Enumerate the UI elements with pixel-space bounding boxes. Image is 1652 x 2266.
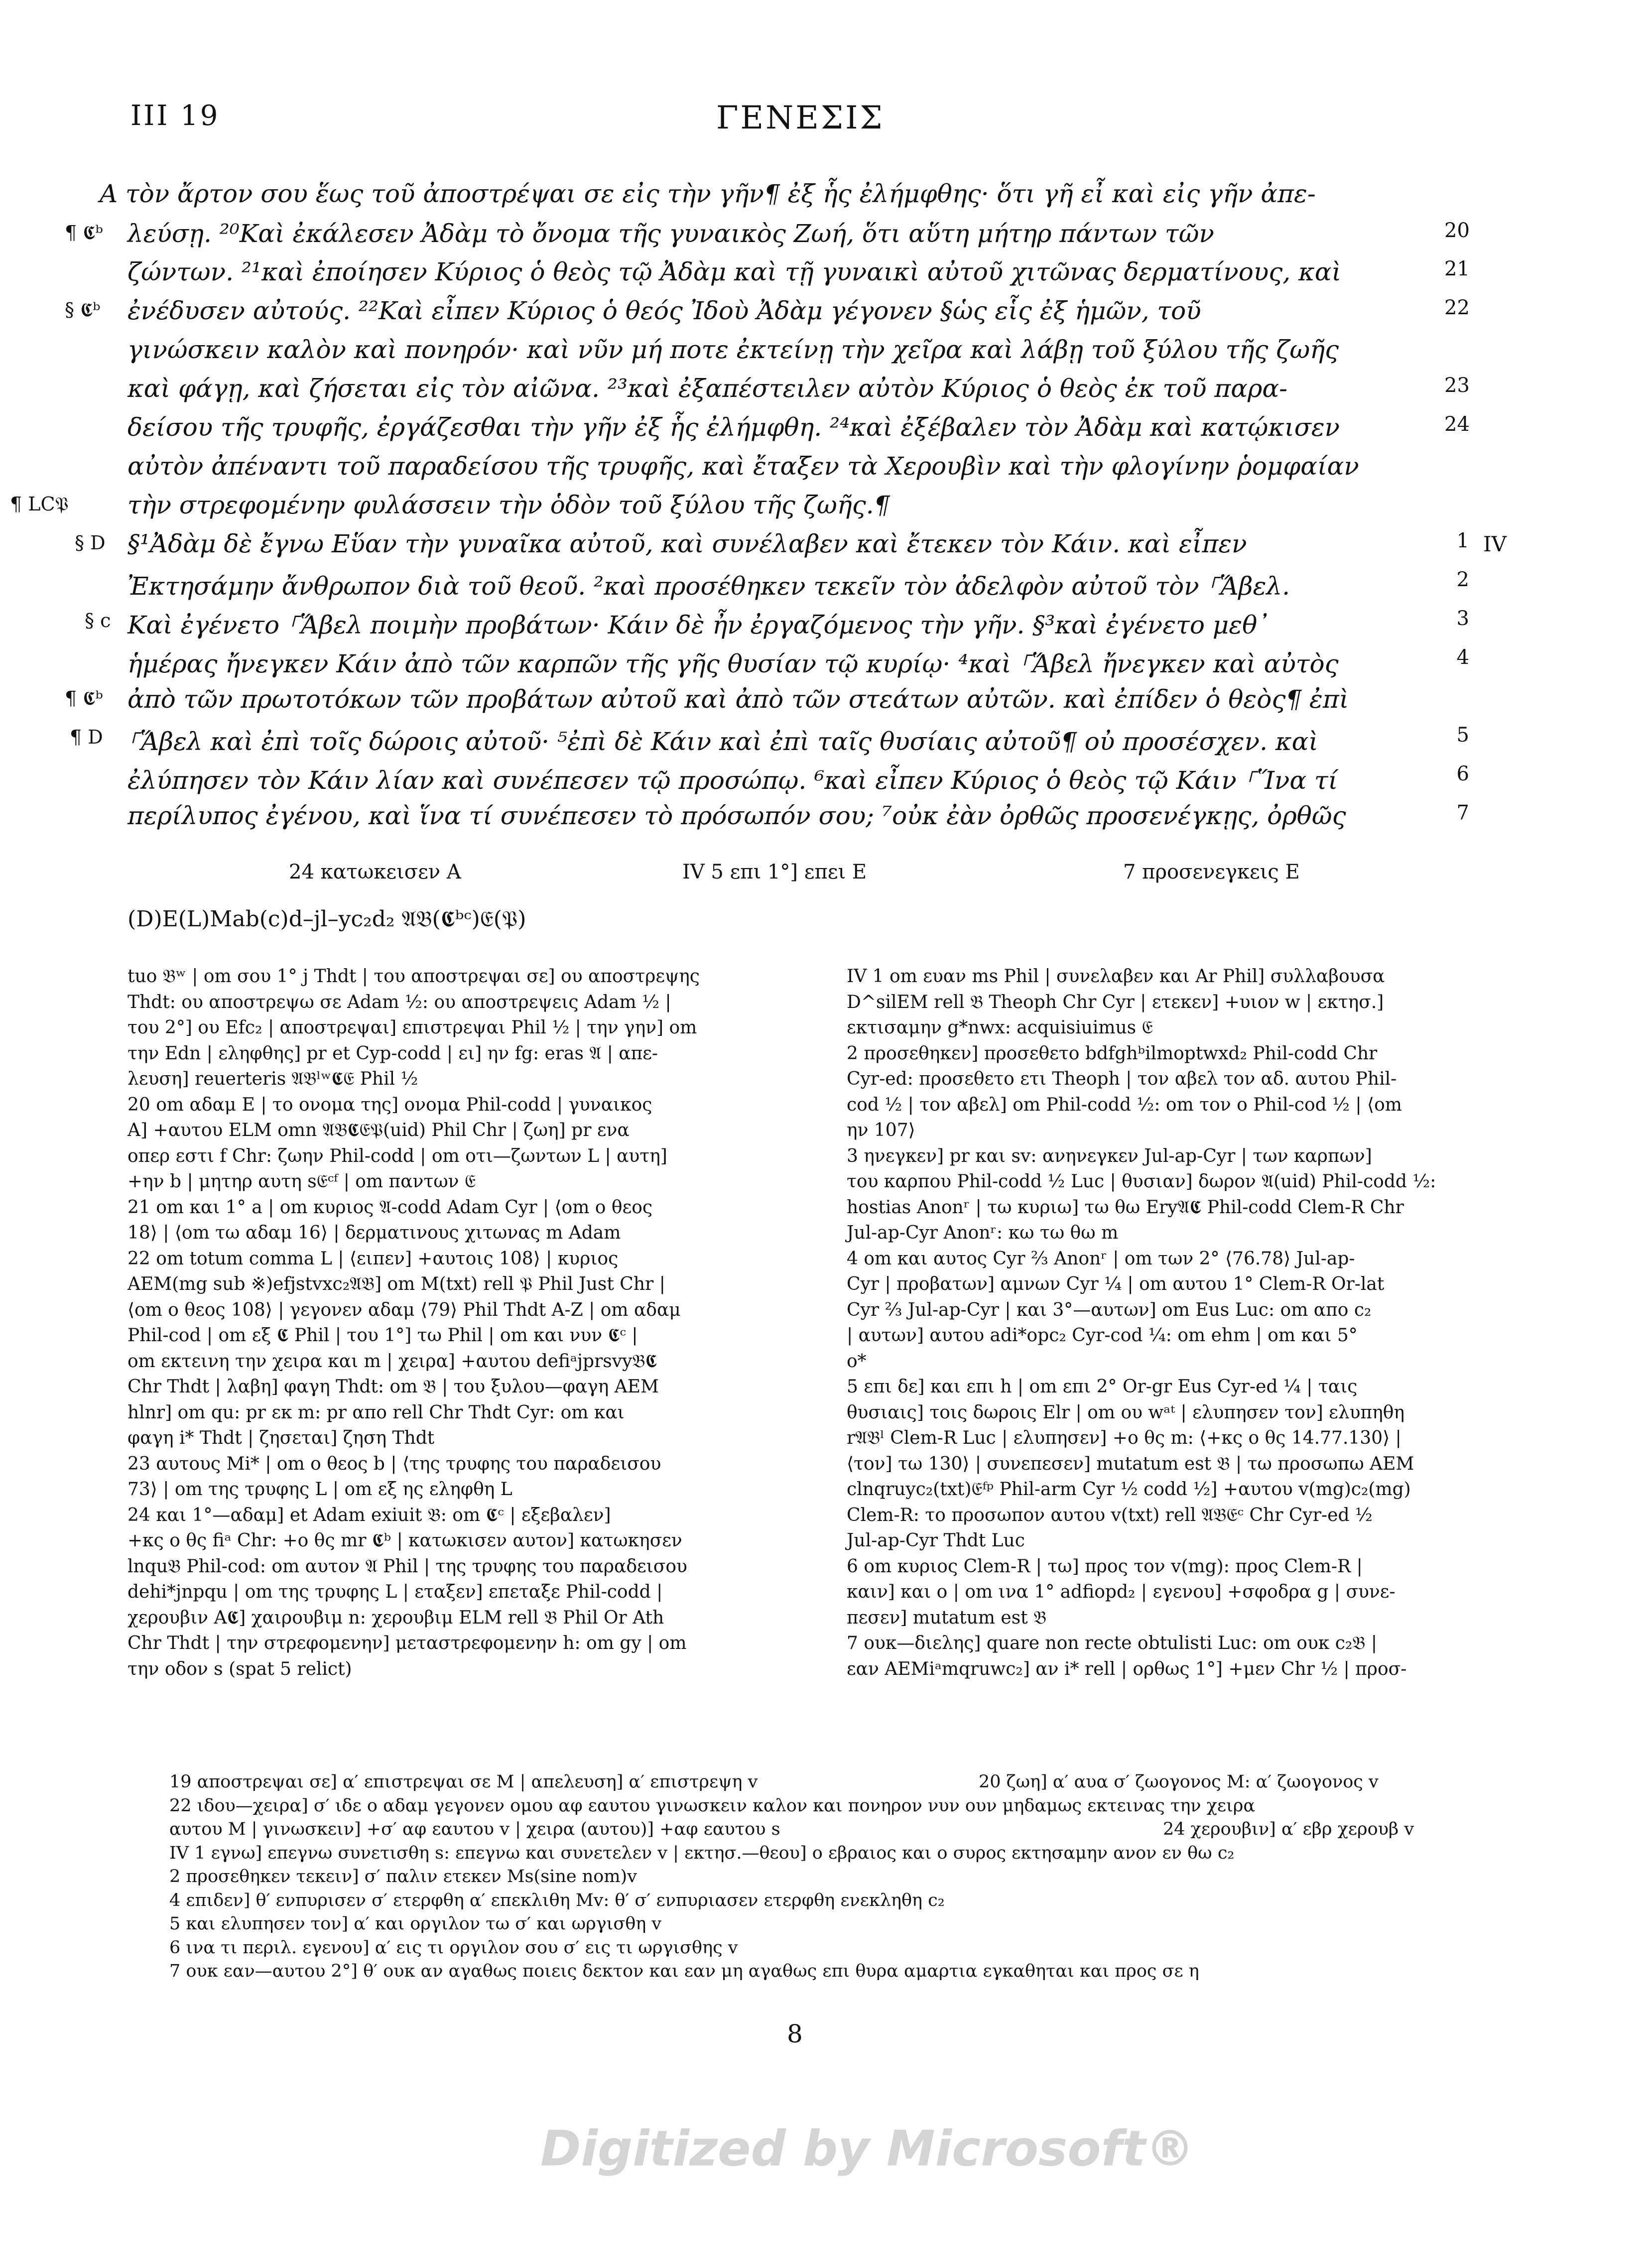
line-text: αὐτὸν ἀπέναντι τοῦ παραδείσου τῆς τρυφῆς, καὶ ἔταξεν τὰ Χερουβὶν καὶ τὴν φλογίνην ῥομφαίαν bbox=[127, 452, 1359, 481]
apparatus-line: πεσεν] mutatum est 𝔅 bbox=[847, 1607, 1047, 1628]
line-text: Ἐκτησάμην ἄνθρωπον διὰ τοῦ θεοῦ. ²καὶ προσέθηκεν τεκεῖν τὸν ἀδελφὸν αὐτοῦ τὸν ⸀Ἅβελ. bbox=[127, 572, 1290, 601]
hexapla-line bbox=[169, 1794, 1484, 1818]
apparatus-line: 4 om και αυτος Cyr ⅔ Anonʳ | om των 2° ⟨76.78⟩ Jul-ap- bbox=[847, 1248, 1355, 1269]
verse-number: 2 bbox=[1456, 568, 1469, 591]
apparatus-line: lnqu𝔅 Phil-cod: om αυτον 𝔄 Phil | της τρυφης του παραδεισου bbox=[127, 1556, 687, 1577]
margin-note: § 𝕮ᵇ bbox=[65, 299, 101, 321]
text-line bbox=[0, 179, 1652, 208]
apparatus-line: Jul-ap-Cyr Thdt Luc bbox=[847, 1530, 1025, 1551]
margin-note: § c bbox=[85, 610, 111, 631]
apparatus-line: Phil-cod | om εξ 𝕮 Phil | του 1°] τω Phil | om και νυν 𝕮ᶜ | bbox=[127, 1325, 638, 1346]
apparatus-line: Chr Thdt | την στρεφομενην] μεταστρεφομενην h: om gy | om bbox=[127, 1633, 687, 1653]
apparatus-line: cod ½ | τον αβελ] om Phil-codd ½: om τον o Phil-cod ½ | ⟨om bbox=[847, 1094, 1402, 1115]
text-line bbox=[0, 219, 1652, 248]
apparatus-line: dehi*jnpqu | om της τρυφης L | εταξεν] επεταξε Phil-codd | bbox=[127, 1582, 663, 1602]
hexaplaric-notes bbox=[169, 1770, 1484, 1984]
apparatus-right-column bbox=[847, 964, 1484, 1682]
hexapla-text-right: 24 χερουβιν] α′ εβρ χερουβ v bbox=[1163, 1819, 1414, 1839]
line-text: A τὸν ἄρτον σου ἕως τοῦ ἀποστρέψαι σε εἰς τὴν γῆν¶ ἐξ ἧς ἐλήμφθης· ὅτι γῆ εἶ καὶ εἰς γῆν ἀπε- bbox=[100, 179, 1316, 208]
text-line bbox=[0, 296, 1652, 325]
text-line bbox=[0, 762, 1652, 795]
apparatus-line: IV 1 om ευαν ms Phil | συνελαβεν και Ar Phil] συλλαβουσα bbox=[847, 966, 1385, 987]
line-text: Καὶ ἐγένετο ⸀Ἅβελ ποιμὴν προβάτων· Κάιν δὲ ἦν ἐργαζόμενος τὴν γῆν. §³καὶ ἐγένετο μεθ᾽ bbox=[127, 611, 1270, 639]
hexapla-line bbox=[169, 1936, 1484, 1960]
apparatus-line: Thdt: ου αποστρεψω σε Adam ½: ου αποστρεψεις Adam ½ | bbox=[127, 992, 671, 1012]
hexapla-text: 6 ινα τι περιλ. εγενου] α′ εις τι οργιλον σου σ′ εις τι ωργισθης v bbox=[169, 1937, 738, 1958]
line-text: ἐλύπησεν τὸν Κάιν λίαν καὶ συνέπεσεν τῷ προσώπῳ. ⁶καὶ εἶπεν Κύριος ὁ θεὸς τῷ Κάιν ⸀Ἵνα τί bbox=[127, 766, 1338, 795]
text-line bbox=[0, 335, 1652, 364]
text-line bbox=[0, 257, 1652, 286]
margin-note: ¶ 𝕮ᵇ bbox=[65, 222, 103, 244]
text-line bbox=[0, 374, 1652, 403]
line-text: τὴν στρεφομένην φυλάσσειν τὴν ὁδὸν τοῦ ξύλου τῆς ζωῆς.¶ bbox=[127, 491, 890, 519]
chapter-marker: IV bbox=[1483, 532, 1507, 556]
verse-number: 7 bbox=[1456, 801, 1469, 824]
apparatus-line: Cyr | προβατων] αμνων Cyr ¼ | om αυτου 1° Clem-R Or-lat bbox=[847, 1274, 1385, 1294]
verse-number: 4 bbox=[1456, 646, 1469, 669]
text-line bbox=[0, 607, 1652, 639]
verse-number: 20 bbox=[1444, 219, 1470, 242]
verse-number: 21 bbox=[1444, 257, 1470, 280]
variant-reading: IV 5 επι 1°] επει E bbox=[682, 861, 867, 883]
line-text: ἐνέδυσεν αὐτούς. ²²Καὶ εἶπεν Κύριος ὁ θεός Ἰδοὺ Ἀδὰμ γέγονεν §ὡς εἷς ἐξ ἡμῶν, τοῦ bbox=[127, 296, 1201, 325]
apparatus-line: +ην b | μητηρ αυτη s𝔈ᶜᶠ | om παντων 𝔈 bbox=[127, 1171, 476, 1192]
hexapla-text: αυτου M | γινωσκειν] +σ′ αφ εαυτου v | χειρα (αυτου)] +αφ εαυτου s bbox=[169, 1819, 780, 1839]
hexapla-text: 22 ιδου—χειρα] σ′ ιδε ο αδαμ γεγονεν ομου αφ εαυτου γινωσκειν καλον και πονηρον νυν ουν μηδαμως εκτεινας την χειρα bbox=[169, 1795, 1255, 1816]
running-head-reference: III 19 bbox=[130, 100, 220, 132]
apparatus-line: 73⟩ | om της τρυφης L | om εξ ης εληφθη L bbox=[127, 1479, 512, 1500]
apparatus-line: οπερ εστι f Chr: ζωην Phil-codd | om οτι—ζωντων L | αυτη] bbox=[127, 1145, 667, 1166]
apparatus-line: A] +αυτου ELM omn 𝔄𝔅𝕮𝔈𝔓(uid) Phil Chr | ζωη] pr ενα bbox=[127, 1120, 630, 1140]
verse-number: 22 bbox=[1444, 296, 1470, 319]
apparatus-line: την Edn | εληφθης] pr et Cyp-codd | ει] ην fg: eras 𝔄 | απε- bbox=[127, 1043, 658, 1064]
line-text: ⸀Ἅβελ καὶ ἐπὶ τοῖς δώροις αὐτοῦ· ⁵ἐπὶ δὲ Κάιν καὶ ἐπὶ ταῖς θυσίαις αὐτοῦ¶ οὐ προσέσχεν. καὶ bbox=[127, 727, 1319, 756]
apparatus-line: θυσιαις] τοις δωροις Elr | om ου wᵃᵗ | ελυπησεν τον] ελυπηθη bbox=[847, 1402, 1405, 1423]
hexapla-line bbox=[169, 1912, 1484, 1936]
variant-reading: 7 προσενεγκεις E bbox=[1123, 861, 1300, 883]
verse-number: 3 bbox=[1456, 607, 1469, 630]
apparatus-line: 20 om αδαμ E | το ονομα της] ονομα Phil-codd | γυναικος bbox=[127, 1094, 652, 1115]
hexapla-text-right: 20 ζωη] α′ αυα σ′ ζωογονος M: α′ ζωογονος v bbox=[979, 1772, 1379, 1792]
apparatus-line: ⟨τον] τω 130⟩ | συνεπεσεν] mutatum est 𝔅 | τω προσωπω AEM bbox=[847, 1453, 1414, 1474]
variant-reading: 24 κατωκεισεν A bbox=[289, 861, 461, 883]
apparatus-left-column bbox=[127, 964, 765, 1682]
line-text: ἡμέρας ἤνεγκεν Κάιν ἀπὸ τῶν καρπῶν τῆς γῆς θυσίαν τῷ κυρίῳ· ⁴καὶ ⸀Ἅβελ ἤνεγκεν καὶ αὐτὸς bbox=[127, 649, 1339, 678]
apparatus-line: o* bbox=[847, 1351, 867, 1372]
apparatus-line: Chr Thdt | λαβη] φαγη Thdt: om 𝔅 | του ξυλου—φαγη AEM bbox=[127, 1377, 659, 1397]
line-text: ἀπὸ τῶν πρωτοτόκων τῶν προβάτων αὐτοῦ καὶ ἀπὸ τῶν στεάτων αὐτῶν. καὶ ἐπίδεν ὁ θεὸς¶ ἐπὶ bbox=[127, 685, 1349, 714]
apparatus-line: 3 ηνεγκεν] pr και sv: ανηνεγκεν Jul-ap-Cyr | των καρπων] bbox=[847, 1145, 1372, 1166]
apparatus-line: χερουβιν A𝕮] χαιρουβιμ n: χερουβιμ ELM rell 𝔅 Phil Or Ath bbox=[127, 1607, 664, 1628]
apparatus-line: καιν] και ο | om ινα 1° adfiopd₂ | εγενου] +σφοδρα g | συνε- bbox=[847, 1582, 1396, 1602]
apparatus-line: ην 107⟩ bbox=[847, 1120, 915, 1140]
apparatus-line: 5 επι δε] και επι h | om επι 2° Or-gr Eus Cyr-ed ¼ | ταις bbox=[847, 1377, 1358, 1397]
apparatus-line: 18⟩ | ⟨om τω αδαμ 16⟩ | δερματινους χιτωνας m Adam bbox=[127, 1223, 621, 1243]
hexapla-line bbox=[169, 1865, 1484, 1889]
apparatus-line: 24 και 1°—αδαμ] et Adam exiuit 𝔅: om 𝕮ᶜ | εξεβαλεν] bbox=[127, 1505, 611, 1525]
page-title: ΓΕΝΕΣΙΣ bbox=[716, 100, 885, 136]
hexapla-text: 7 ουκ εαν—αυτου 2°] θ′ ουκ αν αγαθως ποιεις δεκτον και εαν μη αγαθως επι θυρα αμαρτια εγκαθηται και προς σε η bbox=[169, 1961, 1199, 1981]
apparatus-line: εαν AEMiᵃmqruwc₂] αν i* rell | ορθως 1°] +μεν Chr ½ | προσ- bbox=[847, 1658, 1407, 1679]
margin-note: ¶ LC𝔓 bbox=[10, 493, 69, 515]
text-line bbox=[0, 568, 1652, 601]
apparatus-line: hostias Anonʳ | τω κυριω] τω θω Ery𝔄𝕮 Phil-codd Clem-R Chr bbox=[847, 1197, 1404, 1218]
hexapla-text: IV 1 εγνω] επεγνω συνετισθη s: επεγνω και συνετελεν v | εκτησ.—θεου] ο εβραιος και ο συρος εκτησαμην ανον εν θω c₂ bbox=[169, 1843, 1235, 1863]
apparatus-line: 2 προσεθηκεν] προσεθετο bdfghᵇilmoptwxd₂ Phil-codd Chr bbox=[847, 1043, 1378, 1064]
apparatus-line: om εκτεινη την χειρα και m | χειρα] +αυτου defiᵃjprsvy𝔅𝕮 bbox=[127, 1351, 657, 1372]
apparatus-line: 7 ουκ—διελης] quare non recte obtulisti Luc: om ουκ c₂𝔅 | bbox=[847, 1633, 1377, 1653]
apparatus-line: +κς ο θς fiᵃ Chr: +ο θς mr 𝕮ᵇ | κατωκισεν αυτον] κατωκησεν bbox=[127, 1530, 682, 1551]
apparatus-line: Cyr ⅔ Jul-ap-Cyr | και 3°—αυτων] om Eus Luc: om απο c₂ bbox=[847, 1299, 1372, 1320]
apparatus-line: | αυτων] αυτου adi*opc₂ Cyr-cod ¼: om ehm | om και 5° bbox=[847, 1325, 1358, 1346]
watermark: Digitized by Microsoft® bbox=[540, 2121, 1195, 2177]
apparatus-line: 6 om κυριος Clem-R | τω] προς τον v(mg): προς Clem-R | bbox=[847, 1556, 1363, 1577]
apparatus-line: 23 αυτους Mi* | om ο θεος b | ⟨της τρυφης του παραδεισου bbox=[127, 1453, 661, 1474]
apparatus-line: hlnr] om qu: pr εκ m: pr απο rell Chr Thdt Cyr: om και bbox=[127, 1402, 625, 1423]
line-text: λεύσῃ. ²⁰Καὶ ἐκάλεσεν Ἀδὰμ τὸ ὄνομα τῆς γυναικὸς Ζωή, ὅτι αὕτη μήτηρ πάντων τῶν bbox=[127, 219, 1214, 248]
hexapla-text: 2 προσεθηκεν τεκειν] σ′ παλιν ετεκεν Ms(sine nom)v bbox=[169, 1867, 637, 1887]
line-text: δείσου τῆς τρυφῆς, ἐργάζεσθαι τὴν γῆν ἐξ ἧς ἐλήμφθη. ²⁴καὶ ἐξέβαλεν τὸν Ἀδὰμ καὶ κατῴκισεν bbox=[127, 413, 1340, 442]
hexapla-line bbox=[169, 1818, 1484, 1842]
apparatus-line: tuo 𝔅ʷ | om σου 1° j Thdt | του αποστρεψαι σε] ου αποστρεψης bbox=[127, 966, 700, 987]
line-text: γινώσκειν καλὸν καὶ πονηρόν· καὶ νῦν μή ποτε ἐκτείνῃ τὴν χεῖρα καὶ λάβῃ τοῦ ξύλου τῆς ζωῆς bbox=[127, 335, 1339, 364]
apparatus-line: φαγη i* Thdt | ζησεται] ζηση Thdt bbox=[127, 1428, 435, 1448]
apparatus-line: Cyr-ed: προσεθετο ετι Theoph | τον αβελ τον αδ. αυτου Phil- bbox=[847, 1069, 1397, 1089]
verse-number: 23 bbox=[1444, 374, 1470, 397]
hexapla-text: 5 και ελυπησεν τον] α′ και οργιλον τω σ′ και ωργισθη v bbox=[169, 1914, 662, 1934]
apparatus-line: clnqruyc₂(txt)𝔈ᶠᵖ Phil-arm Cyr ½ codd ½] +αυτου v(mg)c₂(mg) bbox=[847, 1479, 1411, 1500]
hexapla-line bbox=[169, 1889, 1484, 1913]
margin-note: ¶ D bbox=[70, 726, 103, 748]
hexapla-line bbox=[169, 1770, 1484, 1794]
apparatus-line: την οδον s (spat 5 relict) bbox=[127, 1658, 352, 1679]
line-text: καὶ φάγῃ, καὶ ζήσεται εἰς τὸν αἰῶνα. ²³καὶ ἐξαπέστειλεν αὐτὸν Κύριος ὁ θεὸς ἐκ τοῦ παρα- bbox=[127, 374, 1288, 403]
line-text: ζώντων. ²¹καὶ ἐποίησεν Κύριος ὁ θεὸς τῷ Ἀδὰμ καὶ τῇ γυναικὶ αὐτοῦ χιτῶνας δερματίνους, καὶ bbox=[127, 257, 1342, 286]
apparatus-line: 21 om και 1° a | om κυριος 𝔄-codd Adam Cyr | ⟨om ο θεος bbox=[127, 1197, 653, 1218]
apparatus-line: D^silEM rell 𝔅 Theoph Chr Cyr | ετεκεν] +υιον w | εκτησ.] bbox=[847, 992, 1384, 1012]
page-number: 8 bbox=[787, 2019, 803, 2048]
apparatus-line: του καρπου Phil-codd ½ Luc | θυσιαν] δωρον 𝔄(uid) Phil-codd ½: bbox=[847, 1171, 1436, 1192]
apparatus-line: r𝔄𝔅ˡ Clem-R Luc | ελυπησεν] +ο θς m: ⟨+κς ο θς 14.77.130⟩ | bbox=[847, 1428, 1401, 1448]
apparatus-line: λευση] reuerteris 𝔄𝔅ˡʷ𝕮𝔈 Phil ½ bbox=[127, 1069, 418, 1089]
hexapla-line bbox=[169, 1842, 1484, 1866]
apparatus-line: του 2°] ου Efc₂ | αποστρεψαι] επιστρεψαι Phil ½ | την γην] om bbox=[127, 1017, 697, 1038]
apparatus-line: εκτισαμην g*nwx: acquisiuimus 𝔈 bbox=[847, 1017, 1153, 1038]
verse-number: 1 bbox=[1456, 529, 1469, 552]
apparatus-line: 22 om totum comma L | ⟨ειπεν] +αυτοις 108⟩ | κυριος bbox=[127, 1248, 619, 1269]
hexapla-line bbox=[169, 1960, 1484, 1984]
apparatus-line: Clem-R: το προσωπον αυτου v(txt) rell 𝔄𝔅𝔈ᶜ Chr Cyr-ed ½ bbox=[847, 1505, 1373, 1525]
apparatus-line: ⟨om ο θεος 108⟩ | γεγονεν αδαμ ⟨79⟩ Phil Thdt A-Z | om αδαμ bbox=[127, 1299, 681, 1320]
line-text: περίλυπος ἐγένου, καὶ ἵνα τί συνέπεσεν τὸ πρόσωπόν σου; ⁷οὐκ ἐὰν ὀρθῶς προσενέγκῃς, ὀρθῶς bbox=[127, 801, 1346, 830]
witness-list: (D)E(L)Mab(c)d–jl–yc₂d₂ 𝔄𝔅(𝕮ᵇᶜ)𝔈(𝔓) bbox=[127, 906, 526, 932]
apparatus-line: AEM(mg sub ※)efjstvxc₂𝔄𝔅] om M(txt) rell 𝔓 Phil Just Chr | bbox=[127, 1274, 665, 1294]
margin-note: ¶ 𝕮ᵇ bbox=[65, 687, 103, 709]
line-text: §¹Ἀδὰμ δὲ ἔγνω Εὕαν τὴν γυναῖκα αὐτοῦ, καὶ συνέλαβεν καὶ ἔτεκεν τὸν Κάιν. καὶ εἶπεν bbox=[127, 529, 1247, 558]
verse-number: 6 bbox=[1456, 762, 1469, 785]
hexapla-text: 4 επιδεν] θ′ ενπυρισεν σ′ ετερφθη α′ επεκλιθη Mv: θ′ σ′ ενπυριασεν ετερφθη ενεκληθη c₂ bbox=[169, 1890, 945, 1910]
text-line bbox=[0, 801, 1652, 830]
verse-number: 24 bbox=[1444, 413, 1470, 436]
apparatus-line: Jul-ap-Cyr Anonʳ: κω τω θω m bbox=[847, 1223, 1119, 1243]
margin-note: § D bbox=[75, 532, 106, 554]
verse-number: 5 bbox=[1456, 724, 1469, 747]
hexapla-text: 19 αποστρεψαι σε] α′ επιστρεψαι σε M | απελευση] α′ επιστρεψη v bbox=[169, 1772, 758, 1792]
